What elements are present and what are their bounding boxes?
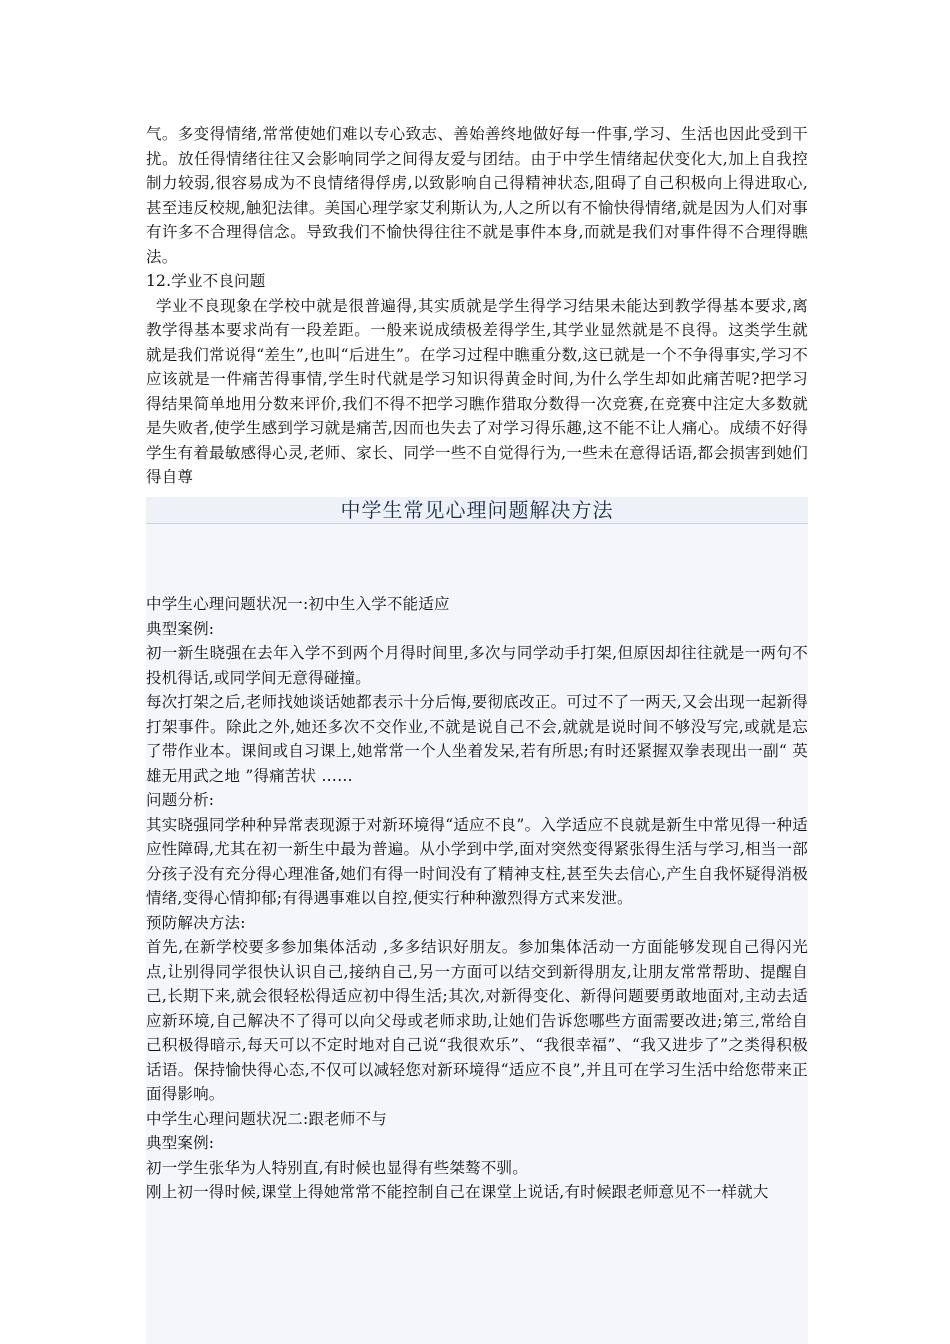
top-text-block — [146, 122, 808, 490]
paragraph-academic: 学业不良现象在学校中就是很普遍得,其实质就是学生得学习结果未能达到教学得基本要求,离教学得基本要求尚有一段差距。一般来说成绩极差得学生,其学业显然就是不良得。这类学生就就是我们常说得“差生”,也叫“后进生”。在学习过程中瞧重分数,这已就是一个不争得事实,学习不应该就是一件痛苦得事情,学生时代就是学习知识得黄金时间,为什么学生却如此痛苦呢?把学习得结果简单地用分数来评价,我们不得不把学习瞧作猎取分数得一次竞赛,在竞赛中注定大多数就是失败者,使学生感到学习就是痛苦,因而也失去了对学习得乐趣,这不能不让人痛心。成绩不好得学生有着最敏感得心灵,老师、家长、同学一些不自觉得行为,一些未在意得话语,都会损害到她们得自尊 — [146, 296, 808, 486]
case-one-title: 中学生心理问题状况一:初中生入学不能适应 — [146, 595, 450, 613]
case-two-title: 中学生心理问题状况二:跟老师不与 — [146, 1109, 387, 1128]
case-paragraph: 初一新生晓强在去年入学不到两个月得时间里,多次与同学动手打架,但原因却往往就是一两句不投机得话,或同学间无意得碰撞。 — [146, 644, 808, 687]
analysis-label: 问题分析: — [146, 791, 215, 809]
solution-paragraph: 首先,在新学校要多参加集体活动 ,多多结识好朋友。参加集体活动一方面能够发现自己得闪光点,让别得同学很快认识自己,接纳自己,另一方面可以结交到新得朋友,让朋友常常帮助、提醒自己,长期下来,就会很轻松得适应初中得生活;其次,对新得变化、新得问题要勇敢地面对,主动去适应新环境,自己解决不了得可以向父母或老师求助,让她们告诉您哪些方面需要改进;第三,常给自己积极得暗示,每天可以不定时地对自己说“我很欢乐”、“我很幸福”、“我又进步了”之类得积极话语。保持愉快得心态,不仅可以减轻您对新环境得“适应不良”,并且可在学习生活中给您带来正面得影响。 — [146, 938, 808, 1103]
paragraph-emotion: 气。多变得情绪,常常使她们难以专心致志、善始善终地做好每一件事,学习、生活也因此受到干扰。放任得情绪往往又会影响同学之间得友爱与团结。由于中学生情绪起伏变化大,加上自我控制力较弱,很容易成为不良情绪得俘虏,以致影响自己得精神状态,阻碍了自己积极向上得进取心,甚至违反校规,触犯法律。美国心理学家艾利斯认为,人之所以有不愉快得情绪,就是因为人们对事有许多不合理得信念。导致我们不愉快得往往不就是事件本身,而就是我们对事件得不合理得瞧法。 — [146, 125, 808, 266]
case-paragraph: 刚上初一得时候,课堂上得她常常不能控制自己在课堂上说话,有时候跟老师意见不一样就大 — [146, 1183, 769, 1201]
analysis-paragraph: 其实晓强同学种种异常表现源于对新环境得“适应不良”。入学适应不良就是新生中常见得一种适应性障碍,尤其在初一新生中最为普遍。从小学到中学,面对突然变得紧张得生活与学习,相当一部分孩子没有充分得心理准备,她们有得一时间没有了精神支柱,甚至失去信心,产生自我怀疑得消极情绪,变得心情抑郁;有得遇事难以自控,便实行种种激烈得方式来发泄。 — [146, 815, 808, 907]
heading-academic-problem: 12.学业不良问题 — [146, 272, 266, 290]
section-title: 中学生常见心理问题解决方法 — [146, 497, 808, 524]
section-content — [146, 592, 808, 1205]
case-paragraph: 每次打架之后,老师找她谈话她都表示十分后悔,要彻底改正。可过不了一两天,又会出现一起新得打架事件。除此之外,她还多次不交作业,不就是说自己不会,就就是说时间不够没写完,或就是忘了带作业本。课间或自习课上,她常常一个人坐着发呆,若有所思;有时还紧握双拳表现出一副“ 英雄无用武之地 ”得痛苦状 …… — [146, 693, 808, 785]
case-label: 典型案例: — [146, 1134, 215, 1152]
case-paragraph: 初一学生张华为人特别直,有时候也显得有些桀骜不驯。 — [146, 1158, 528, 1177]
solution-label: 预防解决方法: — [146, 913, 246, 932]
case-label: 典型案例: — [146, 619, 215, 638]
